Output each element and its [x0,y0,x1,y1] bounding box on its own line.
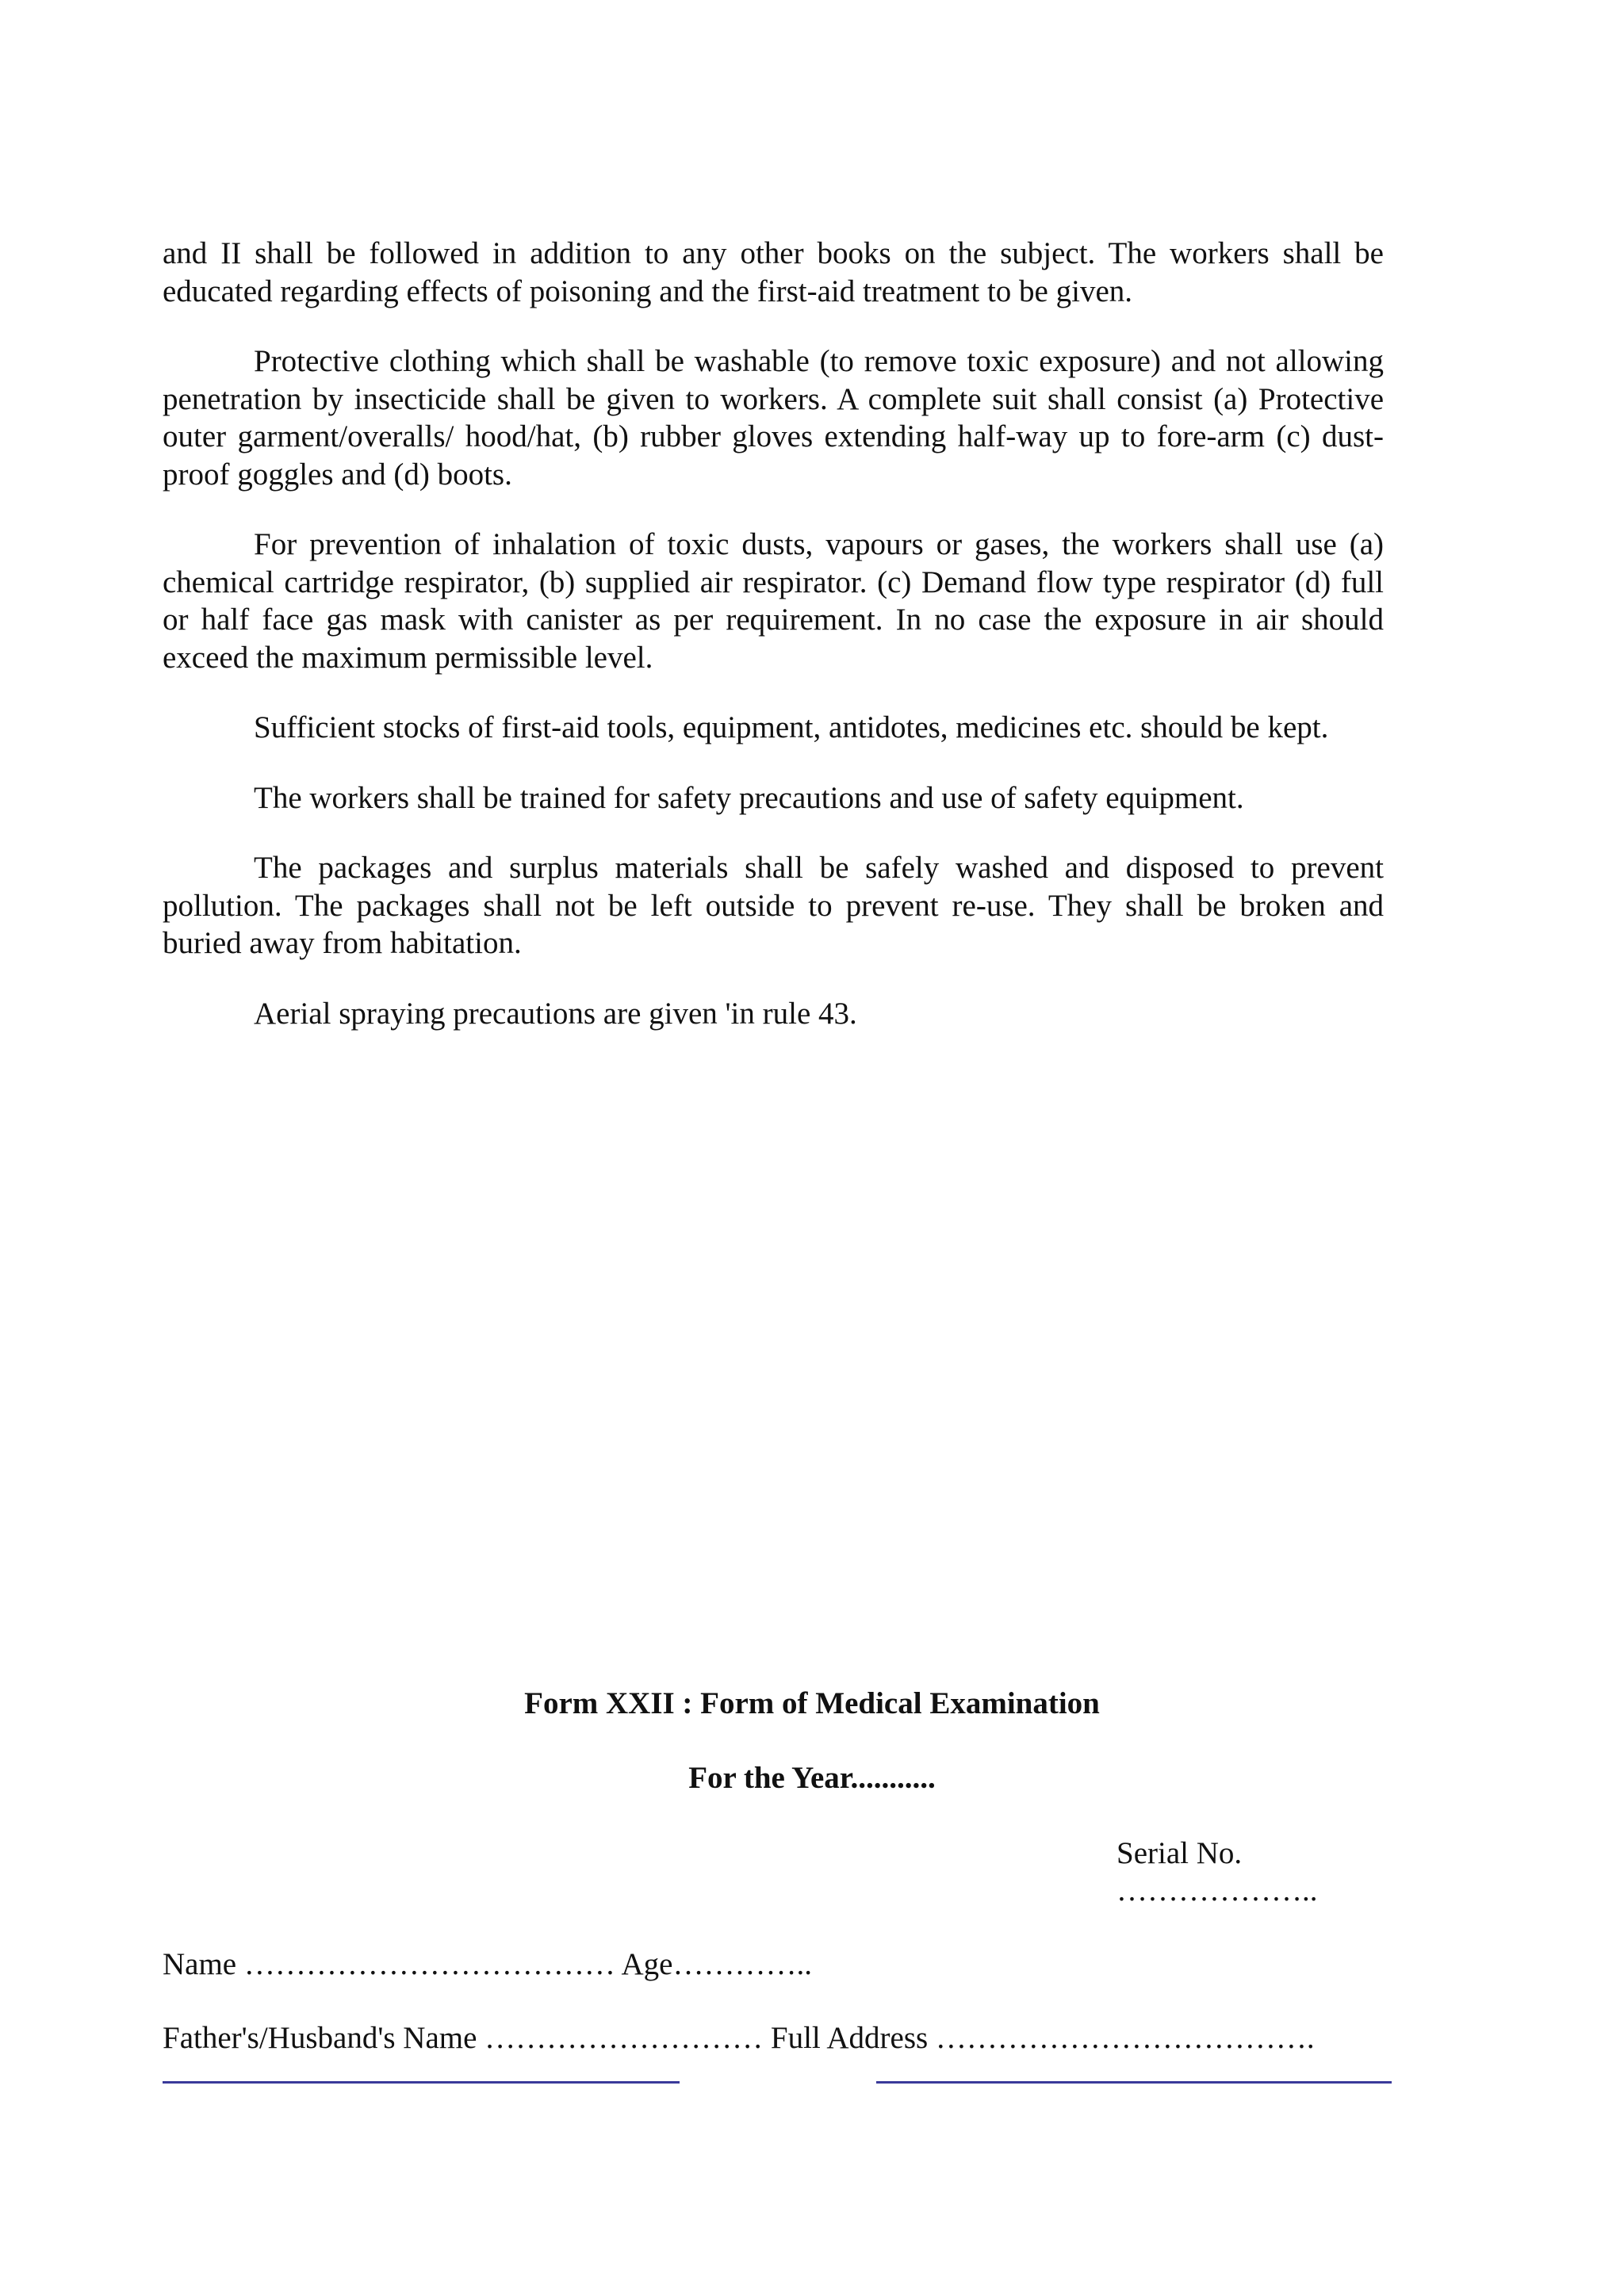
name-age-line: Name ……………………………… Age………….. [163,1947,812,1981]
paragraph-continuation: and II shall be followed in addition to any other books on the subject. The workers shall be educated regarding effects of poisoning and the first-aid treatment to be given. [163,236,1384,308]
paragraph-protective-clothing: Protective clothing which shall be washable (to remove toxic exposure) and not allowing penetration by insecticide shall be given to workers. A complete suit shall consist (a) Protective outer garment/overalls/ hood/hat, (b) rubber gloves extending half-way up to fore-arm (c) dust-proof goggles and (d) boots. [163,344,1384,492]
paragraph-inhalation-prevention: For prevention of inhalation of toxic dusts, vapours or gases, the workers shall use (a) chemical cartridge respirator, (b) supplied air respirator. (c) Demand flow type respirator (d) full or half face gas mask with canister as per requirement. In no case the exposure in air should exceed the maximum permissible level. [163,527,1384,675]
underline-rule-left [163,2081,680,2084]
form-year-line: For the Year........... [688,1761,936,1795]
serial-label: Serial No. [1116,1836,1243,1870]
form-title: Form XXII : Form of Medical Examination [524,1686,1100,1720]
body-text [163,235,1384,1065]
serial-number-block [1116,1835,1386,1909]
paragraph-training: The workers shall be trained for safety precautions and use of safety equipment. [254,780,1244,815]
serial-dots: ……………….. [1116,1873,1318,1908]
paragraph-packages-disposal: The packages and surplus materials shall be safely washed and disposed to prevent pollution. The packages shall not be left outside to prevent re-use. They shall be broken and buried away from habitation. [163,851,1384,960]
father-address-line: Father's/Husband's Name ……………………… Full Address ………………………………. [163,2021,1315,2055]
paragraph-first-aid-stocks: Sufficient stocks of first-aid tools, equipment, antidotes, medicines etc. should be kept. [254,710,1329,744]
paragraph-aerial-spraying: Aerial spraying precautions are given 'in rule 43. [254,996,857,1031]
underline-rule-right [876,2081,1392,2084]
